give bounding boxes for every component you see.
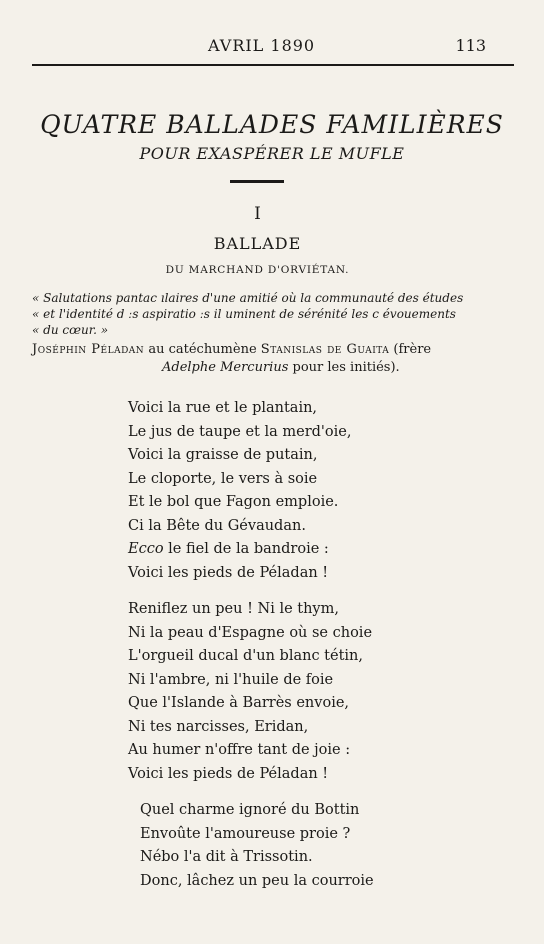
verse-line: Le cloporte, le vers à soie [128, 470, 318, 487]
verse-line: Et le bol que Fagon emploie. [128, 494, 339, 510]
running-head [0, 36, 544, 56]
verse-line: Reniflez un peu ! Ni le thym, [128, 601, 339, 617]
page-number: 113 [455, 36, 486, 55]
epigraph-line: « Salutations pantac ılaires d'une amitié où la communauté des études [32, 291, 464, 305]
section-numeral: I [254, 204, 261, 224]
verse-line: Ni tes narcisses, Eridan, [128, 718, 309, 735]
verse-line: Ni l'ambre, ni l'huile de foie [128, 671, 334, 688]
verse-line: Envoûte l'amoureuse proie ? [140, 825, 351, 842]
dedication-text: au catéchumène [148, 342, 257, 357]
refrain-line: Voici les pieds de Péladan ! [128, 564, 329, 581]
section-heading: BALLADE [213, 234, 302, 253]
verse-line: Ni la peau d'Espagne où se choie [128, 624, 373, 641]
verse-line: Voici la graisse de putain, [128, 447, 318, 463]
dedicatee-alias: Adelphe Mercurius [162, 360, 289, 375]
stanza-1 [128, 397, 528, 585]
verse-line: Donc, lâchez un peu la courroie [140, 872, 374, 889]
dedication [32, 341, 532, 377]
verse-line: Au humer n'offre tant de joie : [128, 742, 351, 758]
dedication-text: (frère [393, 342, 432, 357]
ecco-word: Ecco [128, 541, 164, 557]
stanza-3 [140, 799, 540, 893]
epigraph [32, 290, 532, 338]
verse-line [128, 538, 528, 562]
running-title: AVRIL 1890 [208, 36, 316, 55]
verse-line: Ci la Bête du Gévaudan. [128, 517, 306, 534]
epigraph-line: « du cœur. » [32, 323, 109, 337]
verse-line: Le jus de taupe et la merd'oie, [128, 423, 352, 440]
stanza-2 [128, 598, 528, 786]
verse-line: Quel charme ignoré du Bottin [140, 802, 360, 818]
epigraph-line: « et l'identité d ːs aspiratio ːs il uminent de sérénité les c évouements [32, 307, 456, 321]
page-title: QUATRE BALLADES FAMILIÈRES [40, 110, 504, 139]
title-divider [230, 180, 284, 183]
verse-text: le fiel de la bandroie : [168, 541, 329, 557]
page-subtitle: POUR EXASPÉRER LE MUFLE [139, 144, 405, 163]
author-name: Joséphin Péladan [32, 342, 145, 357]
verse-line: Nébo l'a dit à Trissotin. [140, 849, 313, 865]
verse-line: L'orgueil ducal d'un blanc tétin, [128, 648, 364, 664]
verse-line: Que l'Islande à Barrès envoie, [128, 695, 350, 711]
dedication-text: pour les initiés). [292, 360, 400, 375]
dedicatee-name: Stanislas de Guaita [260, 342, 390, 357]
verse-line: Voici la rue et le plantain, [128, 400, 318, 416]
refrain-line: Voici les pieds de Péladan ! [128, 765, 329, 782]
section-subheading: DU MARCHAND D'ORVIÉTAN. [165, 264, 350, 276]
header-rule [32, 64, 514, 66]
